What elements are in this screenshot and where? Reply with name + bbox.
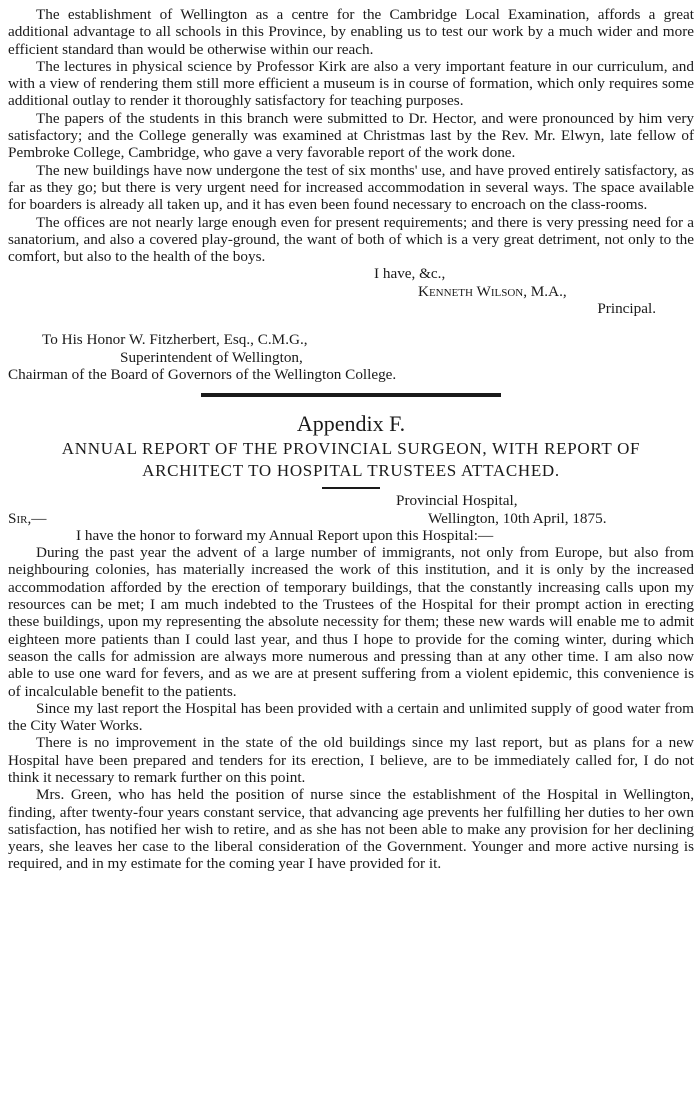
paragraph-new-buildings: The new buildings have now undergone the test of six months' use, and have proved entirely satisfactory, as far as they go; but there is very urgent need for increased accommodation in several ways. The space available for boarders is already all taken up, and it has even been found necessary to encroach on the class-rooms. <box>8 161 694 214</box>
letter-closing: I have, &c., <box>374 265 446 283</box>
paragraph-water-supply: Since my last report the Hospital has been provided with a certain and unlimited supply of good water from the City Water Works. <box>8 699 694 735</box>
letter-place: Provincial Hospital, <box>396 492 518 510</box>
paragraph-cambridge-examination: The establishment of Wellington as a centre for the Cambridge Local Examination, affords a great additional advantage to all schools in this Province, by enabling us to test our work by a much wider and more efficient standard than would be otherwise within our reach. <box>8 6 694 58</box>
salutation-row <box>8 510 694 527</box>
signer-title: Principal. <box>597 300 656 318</box>
paragraph-nurse-retirement: Mrs. Green, who has held the position of nurse since the establishment of the Hospital in Wellington, finding, after twenty-four years constant service, that advancing age prevents her fulfilling her duties to her own satisfaction, has notified her wish to retire, and as she has not been able to make any provision for her declining years, she leaves her case to the liberal consideration of the Government. Younger and more active nursing is required, and in my estimate for the coming year I have provided for it. <box>8 786 694 873</box>
paragraph-physical-science-lectures: The lectures in physical science by Professor Kirk are also a very important feature in our curriculum, and with a view of rendering them still more efficient a museum is in course of formation, which only requires some additional outlay to render it thoroughly satisfactory for teaching purposes. <box>8 57 694 110</box>
section-divider <box>201 393 501 397</box>
heading-divider <box>322 487 380 489</box>
paragraph-annual-report: I have the honor to forward my Annual Report upon this Hospital:— <box>76 526 494 544</box>
report-heading-line-1: ANNUAL REPORT OF THE PROVINCIAL SURGEON, WITH REPORT OF <box>61 439 641 459</box>
paragraph-immigrants: During the past year the advent of a large number of immigrants, not only from Europe, but also from neighbouring colonies, has materially increased the work of this institution, and it is only by the increased accommodation afforded by the erection of temporary buildings, that the constantly increasing calls upon my resources can be met; I am much indebted to the Trustees of the Hospital for their prompt action in erecting these buildings, upon my representing the absolute necessity for them; these new wards will enable me to admit eighteen more patients than I could last year, and thus I hope to provide for the coming winter, during which season the calls for admission are always more numerous and pressing than at any other time. I am also now able to use one ward for fevers, and as we are at present suffering from a violent epidemic, this convenience is of incalculable benefit to the patients. <box>8 544 694 700</box>
report-heading-line-2: ARCHITECT TO HOSPITAL TRUSTEES ATTACHED. <box>142 461 560 481</box>
addressee-line-2: Superintendent of Wellington, <box>120 348 303 366</box>
appendix-title: Appendix F. <box>296 411 406 437</box>
signer-name: Kenneth Wilson, M.A., <box>418 282 567 300</box>
school-report-letter <box>8 6 694 383</box>
appendix-section <box>8 412 694 873</box>
paragraph-old-buildings: There is no improvement in the state of the old buildings since my last report, but as plans for a new Hospital have been prepared and tenders for its erection, I believe, are to be immediately called for, I do not think it necessary to remark further on this point. <box>8 734 694 786</box>
addressee-line-3: Chairman of the Board of Governors of the Wellington College. <box>8 365 397 383</box>
salutation: Sir,— <box>8 509 47 527</box>
paragraph-student-papers: The papers of the students in this branch were submitted to Dr. Hector, and were pronounced by him very satisfactory; and the College generally was examined at Christmas last by the Rev. Mr. Elwyn, late fellow of Pembroke College, Cambridge, who gave a very favorable report of the work done. <box>8 109 694 162</box>
addressee-line-1: To His Honor W. Fitzherbert, Esq., C.M.G., <box>42 331 308 349</box>
letter-date: Wellington, 10th April, 1875. <box>428 509 607 527</box>
paragraph-offices: The offices are not nearly large enough even for present requirements; and there is very pressing need for a sanatorium, and also a covered play-ground, the want of both of which is a very great detriment, not only to the comfort, but also to the health of the boys. <box>8 213 694 266</box>
